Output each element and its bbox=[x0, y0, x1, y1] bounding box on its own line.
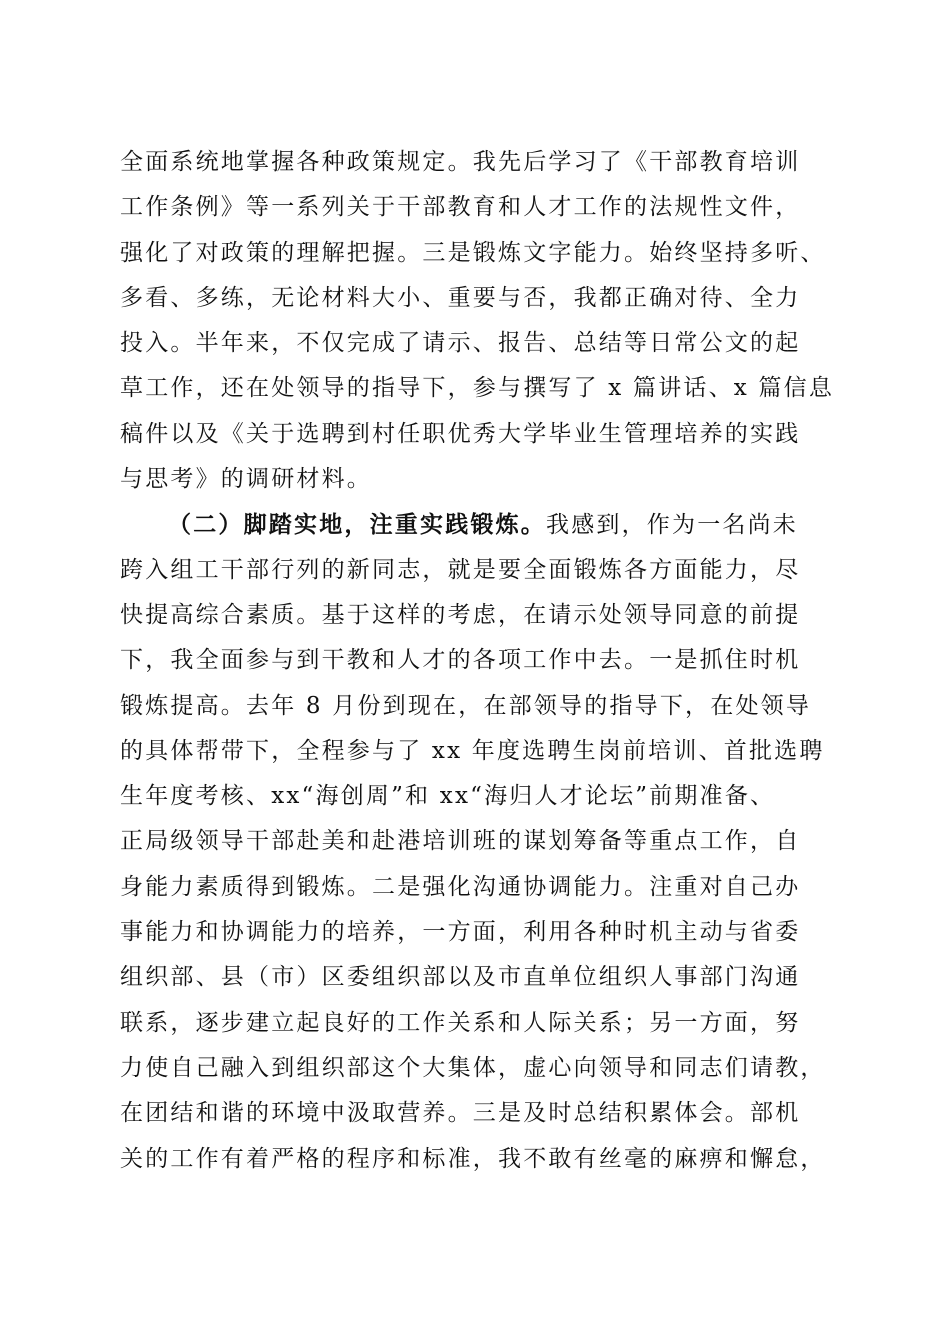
text-line-13: 锻炼提高。去年 8 月份到现在，在部领导的指导下，在处领导 bbox=[120, 692, 812, 719]
section-2-first-line-text: 我感到，作为一名尚未 bbox=[546, 512, 798, 539]
text-line-15: 生年度考核、xx“海创周”和 xx“海归人才论坛”前期准备、 bbox=[120, 783, 776, 810]
text-line-8: 与思考》的调研材料。 bbox=[120, 466, 372, 493]
text-line-12: 下，我全面参与到干教和人才的各项工作中去。一是抓住时机 bbox=[120, 647, 801, 674]
text-line-2: 工作条例》等一系列关于干部教育和人才工作的法规性文件， bbox=[120, 194, 801, 221]
text-line-4: 多看、多练，无论材料大小、重要与否，我都正确对待、全力 bbox=[120, 284, 801, 311]
text-line-18: 事能力和协调能力的培养，一方面，利用各种时机主动与省委 bbox=[120, 919, 801, 946]
text-line-14: 的具体帮带下，全程参与了 xx 年度选聘生岗前培训、首批选聘 bbox=[120, 737, 825, 764]
text-line-19: 组织部、县（市）区委组织部以及市直单位组织人事部门沟通 bbox=[120, 964, 801, 991]
text-line-6: 草工作，还在处领导的指导下，参与撰写了 x 篇讲话、x 篇信息 bbox=[120, 375, 835, 402]
text-line-3: 强化了对政策的理解把握。三是锻炼文字能力。始终坚持多听、 bbox=[120, 239, 826, 266]
text-line-10: 跨入组工干部行列的新同志，就是要全面锻炼各方面能力，尽 bbox=[120, 556, 801, 583]
text-line-22: 在团结和谐的环境中汲取营养。三是及时总结积累体会。部机 bbox=[120, 1100, 801, 1127]
text-line-7: 稿件以及《关于选聘到村任职优秀大学毕业生管理培养的实践 bbox=[120, 420, 801, 447]
text-line-17: 身能力素质得到锻炼。二是强化沟通协调能力。注重对自己办 bbox=[120, 873, 801, 900]
document-body bbox=[120, 140, 850, 1182]
section-2-first-line bbox=[120, 502, 850, 547]
text-line-5: 投入。半年来，不仅完成了请示、报告、总结等日常公文的起 bbox=[120, 330, 801, 357]
text-line-20: 联系，逐步建立起良好的工作关系和人际关系；另一方面，努 bbox=[120, 1009, 801, 1036]
text-line-21: 力使自己融入到组织部这个大集体，虚心向领导和同志们请教， bbox=[120, 1054, 826, 1081]
text-line-16: 正局级领导干部赴美和赴港培训班的谋划筹备等重点工作，自 bbox=[120, 828, 801, 855]
text-line-11: 快提高综合素质。基于这样的考虑，在请示处领导同意的前提 bbox=[120, 601, 801, 628]
section-2-heading: （二）脚踏实地，注重实践锻炼。 bbox=[168, 511, 546, 539]
text-line-1: 全面系统地掌握各种政策规定。我先后学习了《干部教育培训 bbox=[120, 149, 801, 175]
text-line-23: 关的工作有着严格的程序和标准，我不敢有丝毫的麻痹和懈怠， bbox=[120, 1145, 826, 1172]
